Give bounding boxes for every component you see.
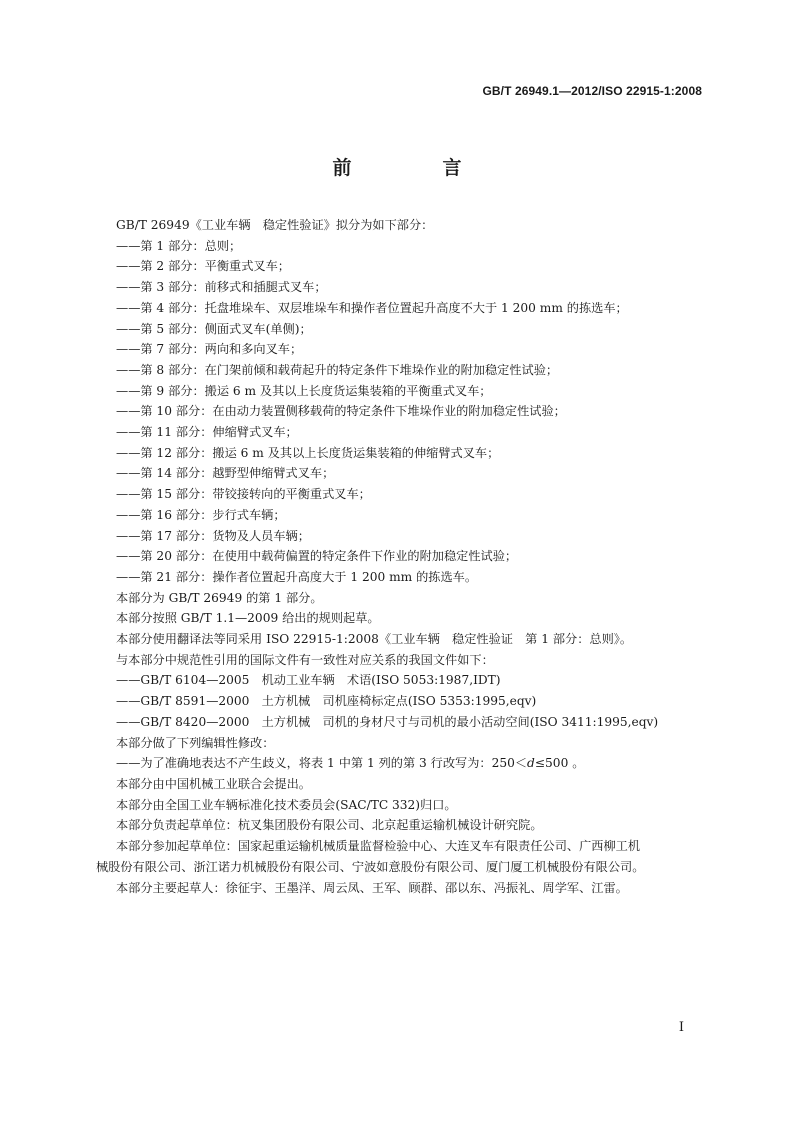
reference-item: ——GB/T 8420—2000 土方机械 司机的身材尺寸与司机的最小活动空间(ISO 3411:1995,eqv) xyxy=(116,714,659,729)
participants-line-2: 械股份有限公司、浙江诺力机械股份有限公司、宁波如意股份有限公司、厦门厦工机械股份有限公司。 xyxy=(96,859,645,874)
statement-corresponding: 与本部分中规范性引用的国际文件有一致性对应关系的我国文件如下： xyxy=(116,652,494,667)
closing-administered: 本部分由全国工业车辆标准化技术委员会(SAC/TC 332)归口。 xyxy=(116,797,457,812)
standard-code-header: GB/T 26949.1—2012/ISO 22915-1:2008 xyxy=(482,84,702,98)
part-item: ——第 5 部分：侧面式叉车(单侧)； xyxy=(116,321,312,336)
part-item: ——第 15 部分：带铰接转向的平衡重式叉车； xyxy=(116,487,371,502)
part-item: ——第 14 部分：越野型伸缩臂式叉车； xyxy=(116,466,335,481)
editorial-change xyxy=(116,753,716,774)
reference-item: ——GB/T 8591—2000 土方机械 司机座椅标定点(ISO 5353:1995,eqv) xyxy=(116,694,537,709)
editorial-intro: 本部分做了下列编辑性修改： xyxy=(116,735,275,750)
page-number: I xyxy=(678,1020,684,1035)
part-item: ——第 11 部分：伸缩臂式叉车； xyxy=(116,425,298,440)
editorial-change-suffix: ≤500 。 xyxy=(534,756,585,771)
part-item: ——第 8 部分：在门架前倾和载荷起升的特定条件下堆垛作业的附加稳定性试验； xyxy=(116,362,559,377)
statement-part-one: 本部分为 GB/T 26949 的第 1 部分。 xyxy=(116,590,323,605)
part-item: ——第 9 部分：搬运 6 m 及其以上长度货运集装箱的平衡重式叉车； xyxy=(116,383,492,398)
part-item: ——第 1 部分：总则； xyxy=(116,238,242,253)
statement-translation: 本部分使用翻译法等同采用 ISO 22915-1:2008《工业车辆 稳定性验证 第 1 部分：总则》。 xyxy=(116,632,633,647)
participants-line-1: 本部分参加起草单位：国家起重运输机械质量监督检验中心、大连叉车有限责任公司、广西柳工机 xyxy=(116,839,641,854)
statement-drafting-rule: 本部分按照 GB/T 1.1—2009 给出的规则起草。 xyxy=(116,611,380,626)
part-item: ——第 20 部分：在使用中载荷偏置的特定条件下作业的附加稳定性试验； xyxy=(116,549,518,564)
reference-item: ——GB/T 6104—2005 机动工业车辆 术语(ISO 5053:1987,IDT) xyxy=(116,673,501,688)
part-item: ——第 17 部分：货物及人员车辆； xyxy=(116,528,310,543)
editorial-change-prefix: ——为了准确地表达不产生歧义，将表 1 中第 1 列的第 3 行改写为：250＜ xyxy=(116,756,528,771)
page-title: 前 言 xyxy=(332,157,498,179)
part-item: ——第 16 部分：步行式车辆； xyxy=(116,507,286,522)
foreword-body xyxy=(96,215,716,898)
closing-proposed: 本部分由中国机械工业联合会提出。 xyxy=(116,776,311,791)
part-item: ——第 4 部分：托盘堆垛车、双层堆垛车和操作者位置起升高度不大于 1 200 mm 的拣选车； xyxy=(116,300,628,315)
part-item: ——第 7 部分：两向和多向叉车； xyxy=(116,342,303,357)
editorial-change-variable: d xyxy=(527,756,535,771)
part-item: ——第 3 部分：前移式和插腿式叉车； xyxy=(116,280,327,295)
part-item: ——第 21 部分：操作者位置起升高度大于 1 200 mm 的拣选车。 xyxy=(116,569,478,584)
part-item: ——第 2 部分：平衡重式叉车； xyxy=(116,259,290,274)
part-item: ——第 10 部分：在由动力装置侧移载荷的特定条件下堆垛作业的附加稳定性试验； xyxy=(116,404,566,419)
closing-responsible: 本部分负责起草单位：杭叉集团股份有限公司、北京起重运输机械设计研究院。 xyxy=(116,818,543,833)
authors-line: 本部分主要起草人：徐征宇、王墨洋、周云凤、王军、顾群、邵以东、冯振礼、周学军、江雷。 xyxy=(116,880,628,895)
intro-line: GB/T 26949《工业车辆 稳定性验证》拟分为如下部分： xyxy=(116,218,434,232)
part-item: ——第 12 部分：搬运 6 m 及其以上长度货运集装箱的伸缩臂式叉车； xyxy=(116,445,500,460)
